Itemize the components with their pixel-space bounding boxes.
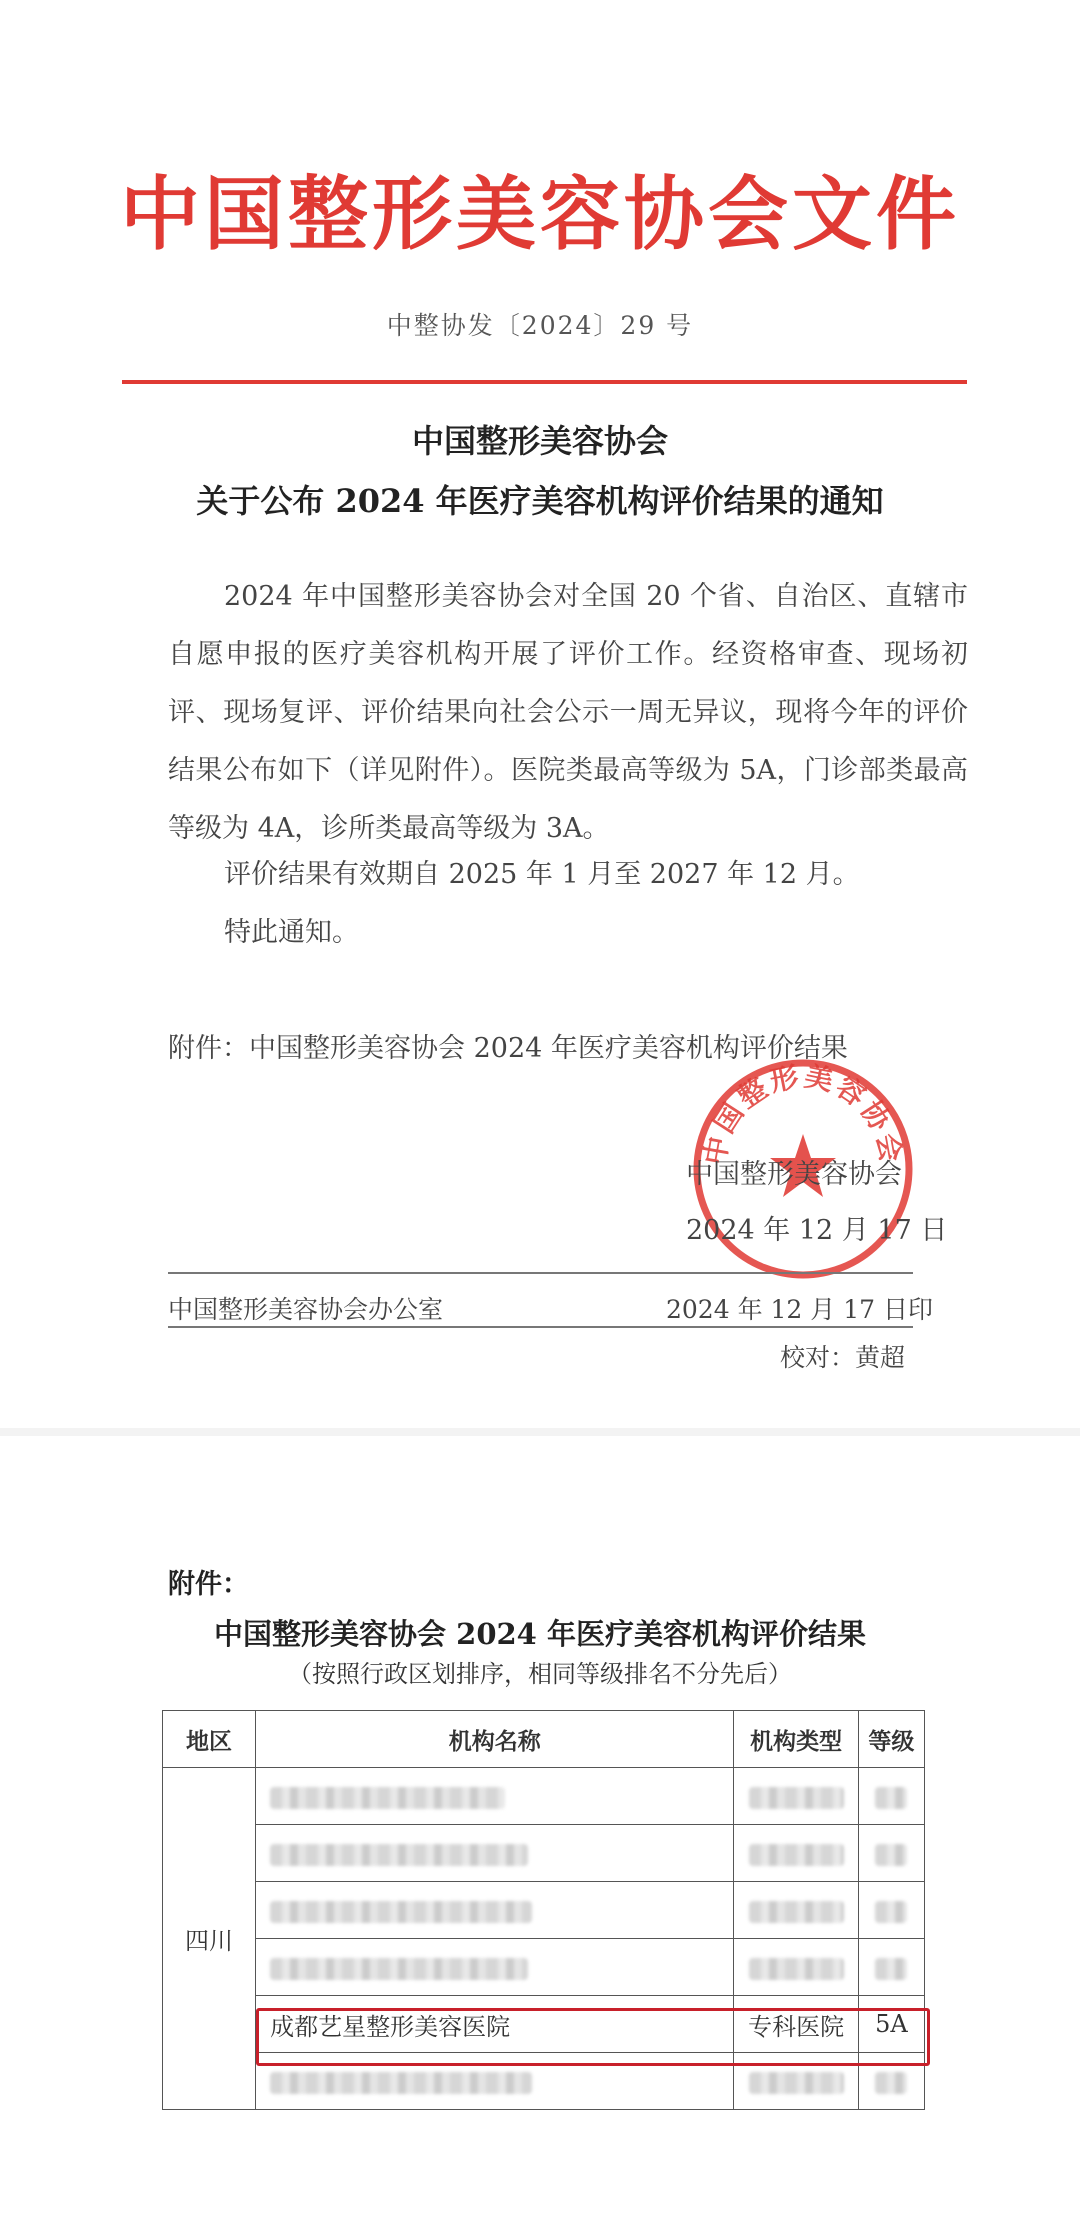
institution-type-cell (734, 1882, 858, 1939)
grade-cell (858, 1882, 924, 1939)
table-row (163, 2053, 925, 2110)
results-table (162, 1710, 925, 2110)
signature-organization: 中国整形美容协会 (686, 1159, 902, 1190)
blurred-text (749, 1787, 844, 1809)
blurred-text (875, 1787, 907, 1809)
document-number: 中整协发〔2024〕29 号 (386, 311, 694, 340)
blurred-text (270, 2072, 532, 2094)
blurred-text (749, 2072, 844, 2094)
footer-print-date: 2024 年 12 月 17 日印 (666, 1295, 933, 1324)
table-row-highlighted (163, 1996, 925, 2053)
blurred-text (875, 1844, 907, 1866)
region-cell: 四川 (163, 1768, 256, 2110)
institution-name-cell (256, 2053, 734, 2110)
grade-cell (858, 1939, 924, 1996)
blurred-text (270, 1787, 505, 1809)
institution-name-cell (256, 1939, 734, 1996)
grade-cell (858, 1768, 924, 1825)
closing-line: 特此通知。 (224, 917, 359, 948)
institution-type-cell: 专科医院 (734, 1996, 858, 2053)
table-row (163, 1825, 925, 1882)
attachment-label: 附件： (168, 1569, 249, 1600)
notice-title-line2: 关于公布 2024 年医疗美容机构评价结果的通知 (196, 482, 884, 520)
column-header-name: 机构名称 (256, 1711, 734, 1768)
table-row (163, 1939, 925, 1996)
notice-body-paragraph: 2024 年中国整形美容协会对全国 20 个省、自治区、直辖市自愿申报的医疗美容机构开展了评价工作。经资格审查、现场初评、现场复评、评价结果向社会公示一周无异议，现将今年的评价结果公布如下（详见附件）。医院类最高等级为 5A，门诊部类最高等级为 4A，诊所类最高等级为 3A。 (168, 581, 968, 844)
validity-line: 评价结果有效期自 2025 年 1 月至 2027 年 12 月。 (224, 859, 860, 890)
blurred-text (270, 1958, 528, 1980)
grade-cell: 5A (858, 1996, 924, 2053)
attachment-reference: 附件：中国整形美容协会 2024 年医疗美容机构评价结果 (168, 1033, 848, 1064)
footer-rule-bottom (168, 1326, 913, 1328)
footer-office: 中国整形美容协会办公室 (168, 1295, 444, 1324)
blurred-text (749, 1901, 844, 1923)
header-divider (122, 380, 967, 384)
blurred-text (749, 1958, 844, 1980)
footer-rule-top (168, 1272, 913, 1274)
blurred-text (749, 1844, 844, 1866)
document-header-title: 中国整形美容协会文件 (120, 168, 960, 261)
proofreader: 校对：黄超 (780, 1343, 906, 1372)
grade-cell (858, 2053, 924, 2110)
institution-type-cell (734, 1825, 858, 1882)
attachment-title: 中国整形美容协会 2024 年医疗美容机构评价结果 (214, 1617, 866, 1651)
institution-name-cell: 成都艺星整形美容医院 (256, 1996, 734, 2053)
attachment-subtitle: （按照行政区划排序，相同等级排名不分先后） (288, 1660, 792, 1688)
institution-type-cell (734, 1768, 858, 1825)
institution-name-cell (256, 1825, 734, 1882)
blurred-text (875, 1958, 907, 1980)
blurred-text (270, 1844, 528, 1866)
table-header-row (163, 1711, 925, 1768)
blurred-text (270, 1901, 532, 1923)
institution-type-cell (734, 2053, 858, 2110)
institution-name-cell (256, 1768, 734, 1825)
institution-type-cell (734, 1939, 858, 1996)
signature-date: 2024 年 12 月 17 日 (686, 1215, 948, 1246)
blurred-text (875, 1901, 907, 1923)
seal-text: 中国整形美容协会 (697, 1059, 909, 1168)
column-header-grade: 等级 (858, 1711, 924, 1768)
column-header-type: 机构类型 (734, 1711, 858, 1768)
grade-cell (858, 1825, 924, 1882)
page-separator (0, 1428, 1080, 1436)
column-header-region: 地区 (163, 1711, 256, 1768)
table-row (163, 1768, 925, 1825)
institution-name-cell (256, 1882, 734, 1939)
blurred-text (875, 2072, 907, 2094)
table-row (163, 1882, 925, 1939)
notice-title-line1: 中国整形美容协会 (411, 422, 668, 460)
